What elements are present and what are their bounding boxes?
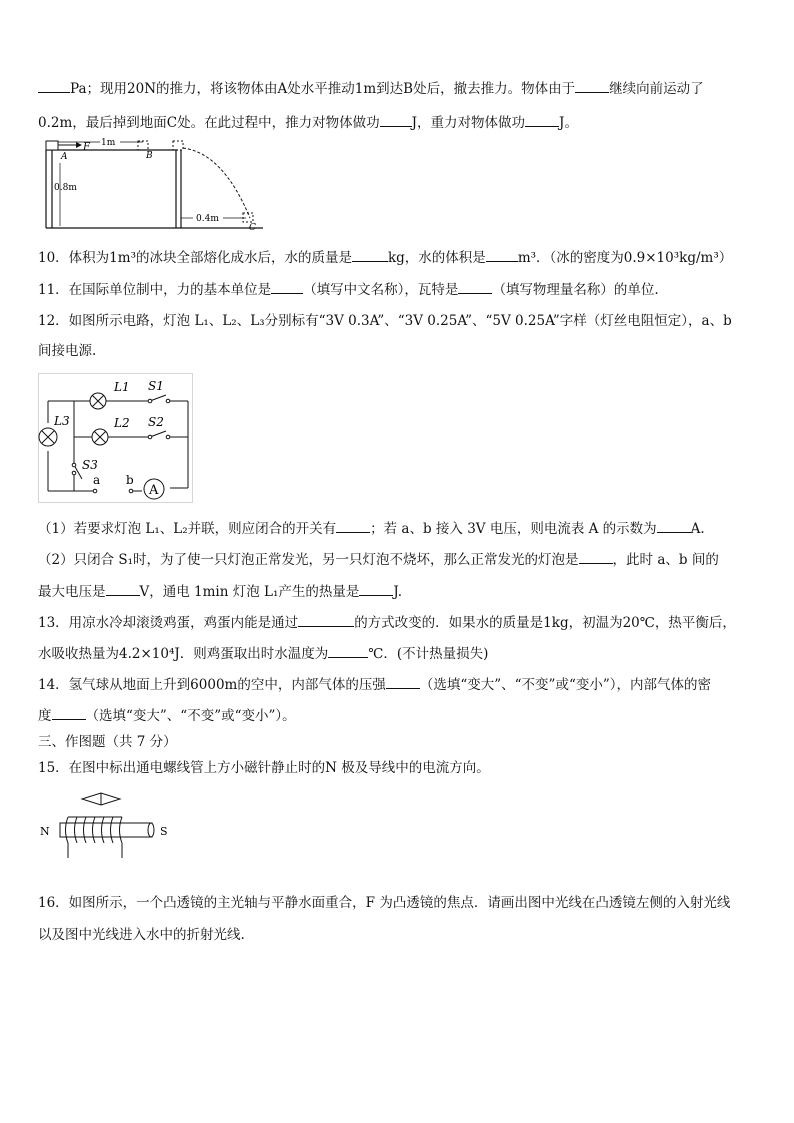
- q12-circuit-diagram: [38, 373, 193, 503]
- switch-s1-label: S1: [148, 379, 164, 393]
- q14-line2: 度 （选填“变大”、“不变”或“变小”）。: [38, 708, 296, 724]
- answer-blank[interactable]: [579, 551, 613, 564]
- distance-ab-label: 1m: [101, 138, 116, 148]
- answer-blank[interactable]: [336, 520, 370, 533]
- answer-blank[interactable]: [106, 583, 140, 596]
- answer-blank[interactable]: [38, 80, 70, 93]
- lamp-l2-icon: [92, 429, 108, 445]
- ammeter-icon: [144, 479, 164, 499]
- answer-blank[interactable]: [486, 249, 518, 262]
- q9-diagram: [38, 138, 268, 233]
- section-heading: 三、作图题（共 7 分）: [38, 734, 177, 750]
- point-c-label: C: [249, 223, 256, 233]
- pole-s-label: S: [160, 825, 168, 838]
- answer-blank[interactable]: [458, 281, 492, 294]
- answer-blank[interactable]: [575, 80, 609, 93]
- lamp-l3-label: L3: [54, 414, 70, 428]
- lamp-l1-icon: [90, 393, 106, 409]
- point-b-label: B: [146, 151, 153, 161]
- answer-blank[interactable]: [525, 114, 559, 127]
- svg-text:A: A: [149, 483, 159, 498]
- q12-line1: 12．如图所示电路，灯泡 L₁、L₂、L₃分别标有“3V 0.3A”、“3V 0.25A”、“5V 0.25A”字样（灯丝电阻恒定），a、b: [38, 313, 732, 329]
- switch-s2-label: S2: [148, 415, 164, 429]
- q16-line2: 以及图中光线进入水中的折射光线.: [38, 927, 245, 943]
- q14-line1: 14．氢气球从地面上升到6000m的空中，内部气体的压强 （选填“变大”、“不变”或“变小”），内部气体的密: [38, 677, 712, 693]
- force-label: F: [83, 142, 90, 153]
- answer-blank[interactable]: [271, 281, 303, 294]
- q11-line: 11．在国际单位制中，力的基本单位是 （填写中文名称），瓦特是 （填写物理量名称）的单位.: [38, 282, 659, 298]
- terminal-a-label: a: [93, 473, 101, 487]
- terminal-b-label: b: [126, 473, 134, 487]
- q12-part1: （1）若要求灯泡 L₁、L₂并联，则应闭合的开关有 ；若 a、b 接入 3V 电压，则电流表 A 的示数为 A.: [38, 521, 705, 537]
- q13-line2: 水吸收热量为4.2×10⁴J．则鸡蛋取出时水温度为 ℃．(不计热量损失): [38, 646, 489, 662]
- answer-blank[interactable]: [52, 707, 86, 720]
- answer-blank[interactable]: [380, 114, 412, 127]
- q15-solenoid-diagram: [38, 790, 173, 860]
- height-label: 0.8m: [54, 183, 77, 193]
- q13-line1: 13．用凉水冷却滚烫鸡蛋，鸡蛋内能是通过 的方式改变的．如果水的质量是1kg，初温为20℃，热平衡后，: [38, 615, 736, 631]
- q9-line2: 0.2m，最后掉到地面C处。在此过程中，推力对物体做功 J，重力对物体做功 J。: [38, 115, 578, 131]
- q16-line1: 16．如图所示，一个凸透镜的主光轴与平静水面重合，F 为凸透镜的焦点．请画出图中光线在凸透镜左侧的入射光线: [38, 895, 731, 911]
- q10-line: 10．体积为1m³的冰块全部熔化成水后，水的质量是 kg，水的体积是 m³．（冰的密度为0.9×10³kg/m³）: [38, 250, 733, 266]
- q15-line: 15．在图中标出通电螺线管上方小磁针静止时的N 极及导线中的电流方向。: [38, 760, 490, 776]
- q12-part2-line1: （2）只闭合 S₁时，为了使一只灯泡正常发光，另一只灯泡不烧坏，那么正常发光的灯泡是 ，此时 a、b 间的: [38, 552, 719, 568]
- answer-blank[interactable]: [359, 583, 393, 596]
- horizontal-distance-label: 0.4m: [196, 214, 219, 224]
- answer-blank[interactable]: [657, 520, 691, 533]
- point-a-label: A: [61, 152, 68, 162]
- lamp-l1-label: L1: [114, 380, 130, 394]
- answer-blank[interactable]: [298, 614, 354, 627]
- pole-n-label: N: [40, 825, 50, 838]
- lamp-l3-icon: [39, 428, 57, 446]
- q12-line2: 间接电源.: [38, 343, 97, 359]
- q9-line1: Pa；现用20N的推力，将该物体由A处水平推动1m到达B处后，撤去推力。物体由于 继续向前运动了: [38, 80, 704, 98]
- answer-blank[interactable]: [386, 676, 420, 689]
- answer-blank[interactable]: [328, 645, 368, 658]
- switch-s3-label: S3: [82, 458, 98, 472]
- compass-needle-icon: [82, 793, 120, 805]
- lamp-l2-label: L2: [114, 416, 130, 430]
- answer-blank[interactable]: [352, 249, 388, 262]
- q12-part2-line2: 最大电压是 V，通电 1min 灯泡 L₁产生的热量是 J.: [38, 584, 403, 600]
